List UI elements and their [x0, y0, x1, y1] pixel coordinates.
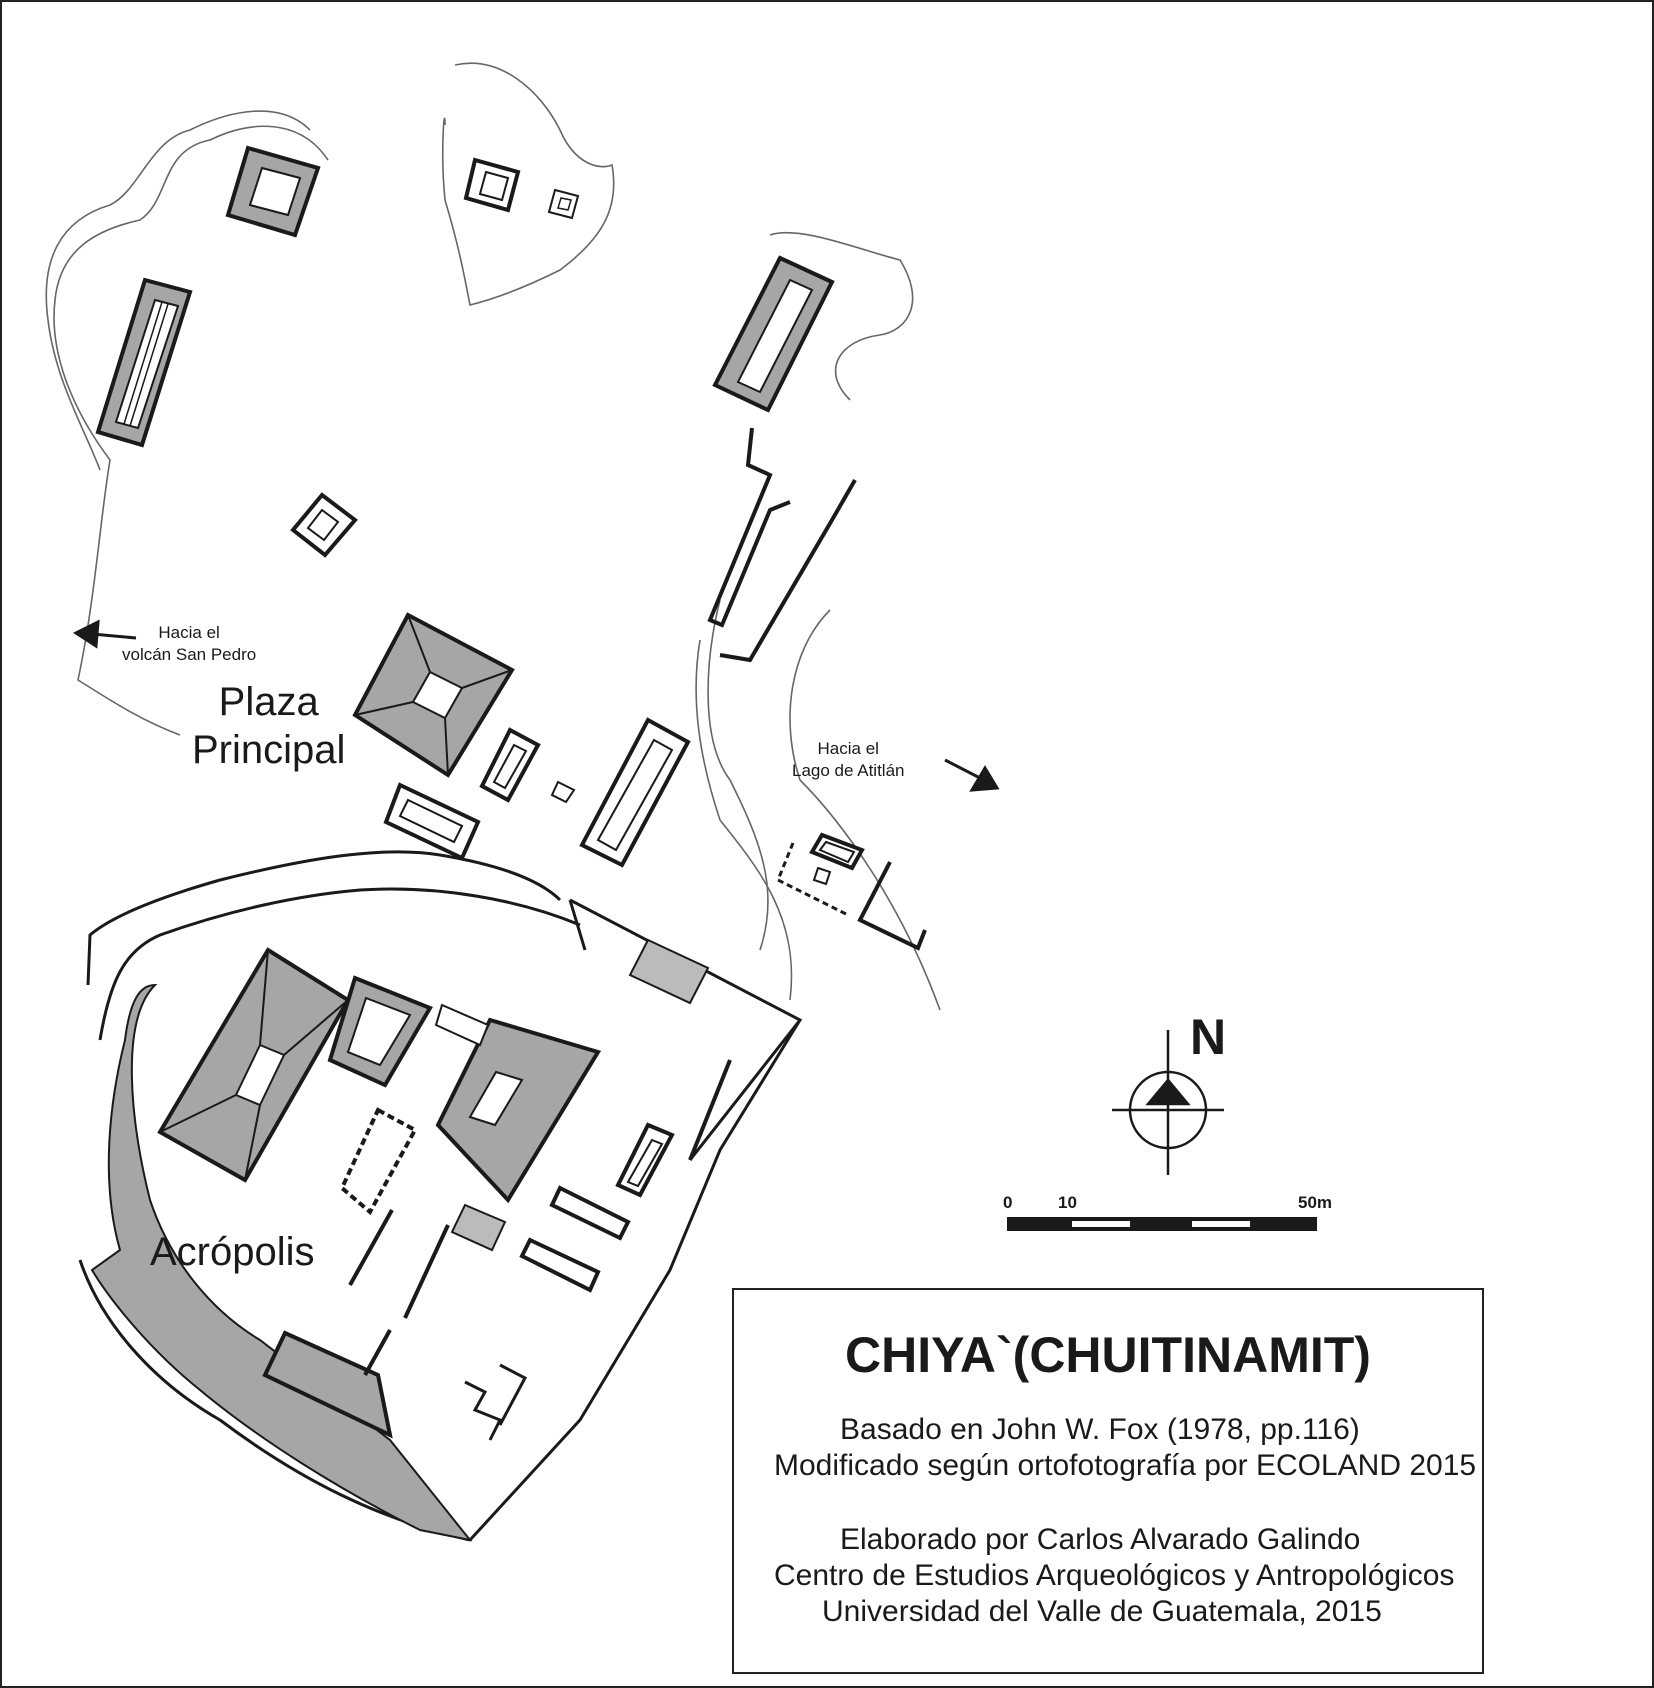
- acropolis-walls: [80, 852, 800, 1540]
- structure-west-long: [98, 280, 190, 445]
- structure-ne-long: [715, 258, 832, 410]
- structure-acropolis-mid: [330, 978, 430, 1085]
- label-hacia-san-pedro-line1: Hacia el: [158, 623, 220, 642]
- credit-line-1: Basado en John W. Fox (1978, pp.116): [840, 1413, 1360, 1446]
- scale-label-0: 0: [1003, 1193, 1013, 1212]
- structure-acropolis-dashed: [342, 1110, 415, 1212]
- causeway: [710, 428, 855, 660]
- label-hacia-lago: [792, 738, 904, 782]
- structure-north-small: [466, 160, 578, 218]
- credit-line-3: Elaborado por Carlos Alvarado Galindo: [840, 1523, 1361, 1556]
- label-hacia-lago-line2: Lago de Atitlán: [792, 761, 905, 780]
- label-plaza-line2: Principal: [192, 728, 346, 772]
- structure-nw-square: [228, 148, 318, 235]
- map-title: CHIYA`(CHUITINAMIT): [845, 1327, 1371, 1383]
- label-hacia-san-pedro: [122, 622, 256, 666]
- scale-bar: [1008, 1218, 1316, 1230]
- label-hacia-lago-line1: Hacia el: [817, 739, 879, 758]
- scale-label-50: 50m: [1298, 1193, 1333, 1212]
- structure-center-small: [293, 495, 355, 555]
- north-label: N: [1190, 1009, 1227, 1065]
- label-hacia-san-pedro-line2: volcán San Pedro: [122, 645, 257, 664]
- label-plaza-principal: [192, 678, 345, 774]
- credit-line-2: Modificado según ortofotografía por ECOLAND 2015: [774, 1449, 1477, 1482]
- structure-acropolis-pyramid: [160, 950, 348, 1180]
- credit-line-4: Centro de Estudios Arqueológicos y Antropológicos: [774, 1559, 1455, 1592]
- scale-label-10: 10: [1058, 1193, 1077, 1212]
- credit-line-5: Universidad del Valle de Guatemala, 2015: [822, 1595, 1382, 1628]
- legend-box: [732, 1288, 1484, 1674]
- structure-east-group: [778, 835, 925, 948]
- label-acropolis: Acrópolis: [150, 1230, 315, 1274]
- structure-acropolis-east: [436, 1005, 598, 1200]
- label-plaza-line1: Plaza: [218, 680, 319, 724]
- structure-plaza-pyramid: [355, 615, 512, 775]
